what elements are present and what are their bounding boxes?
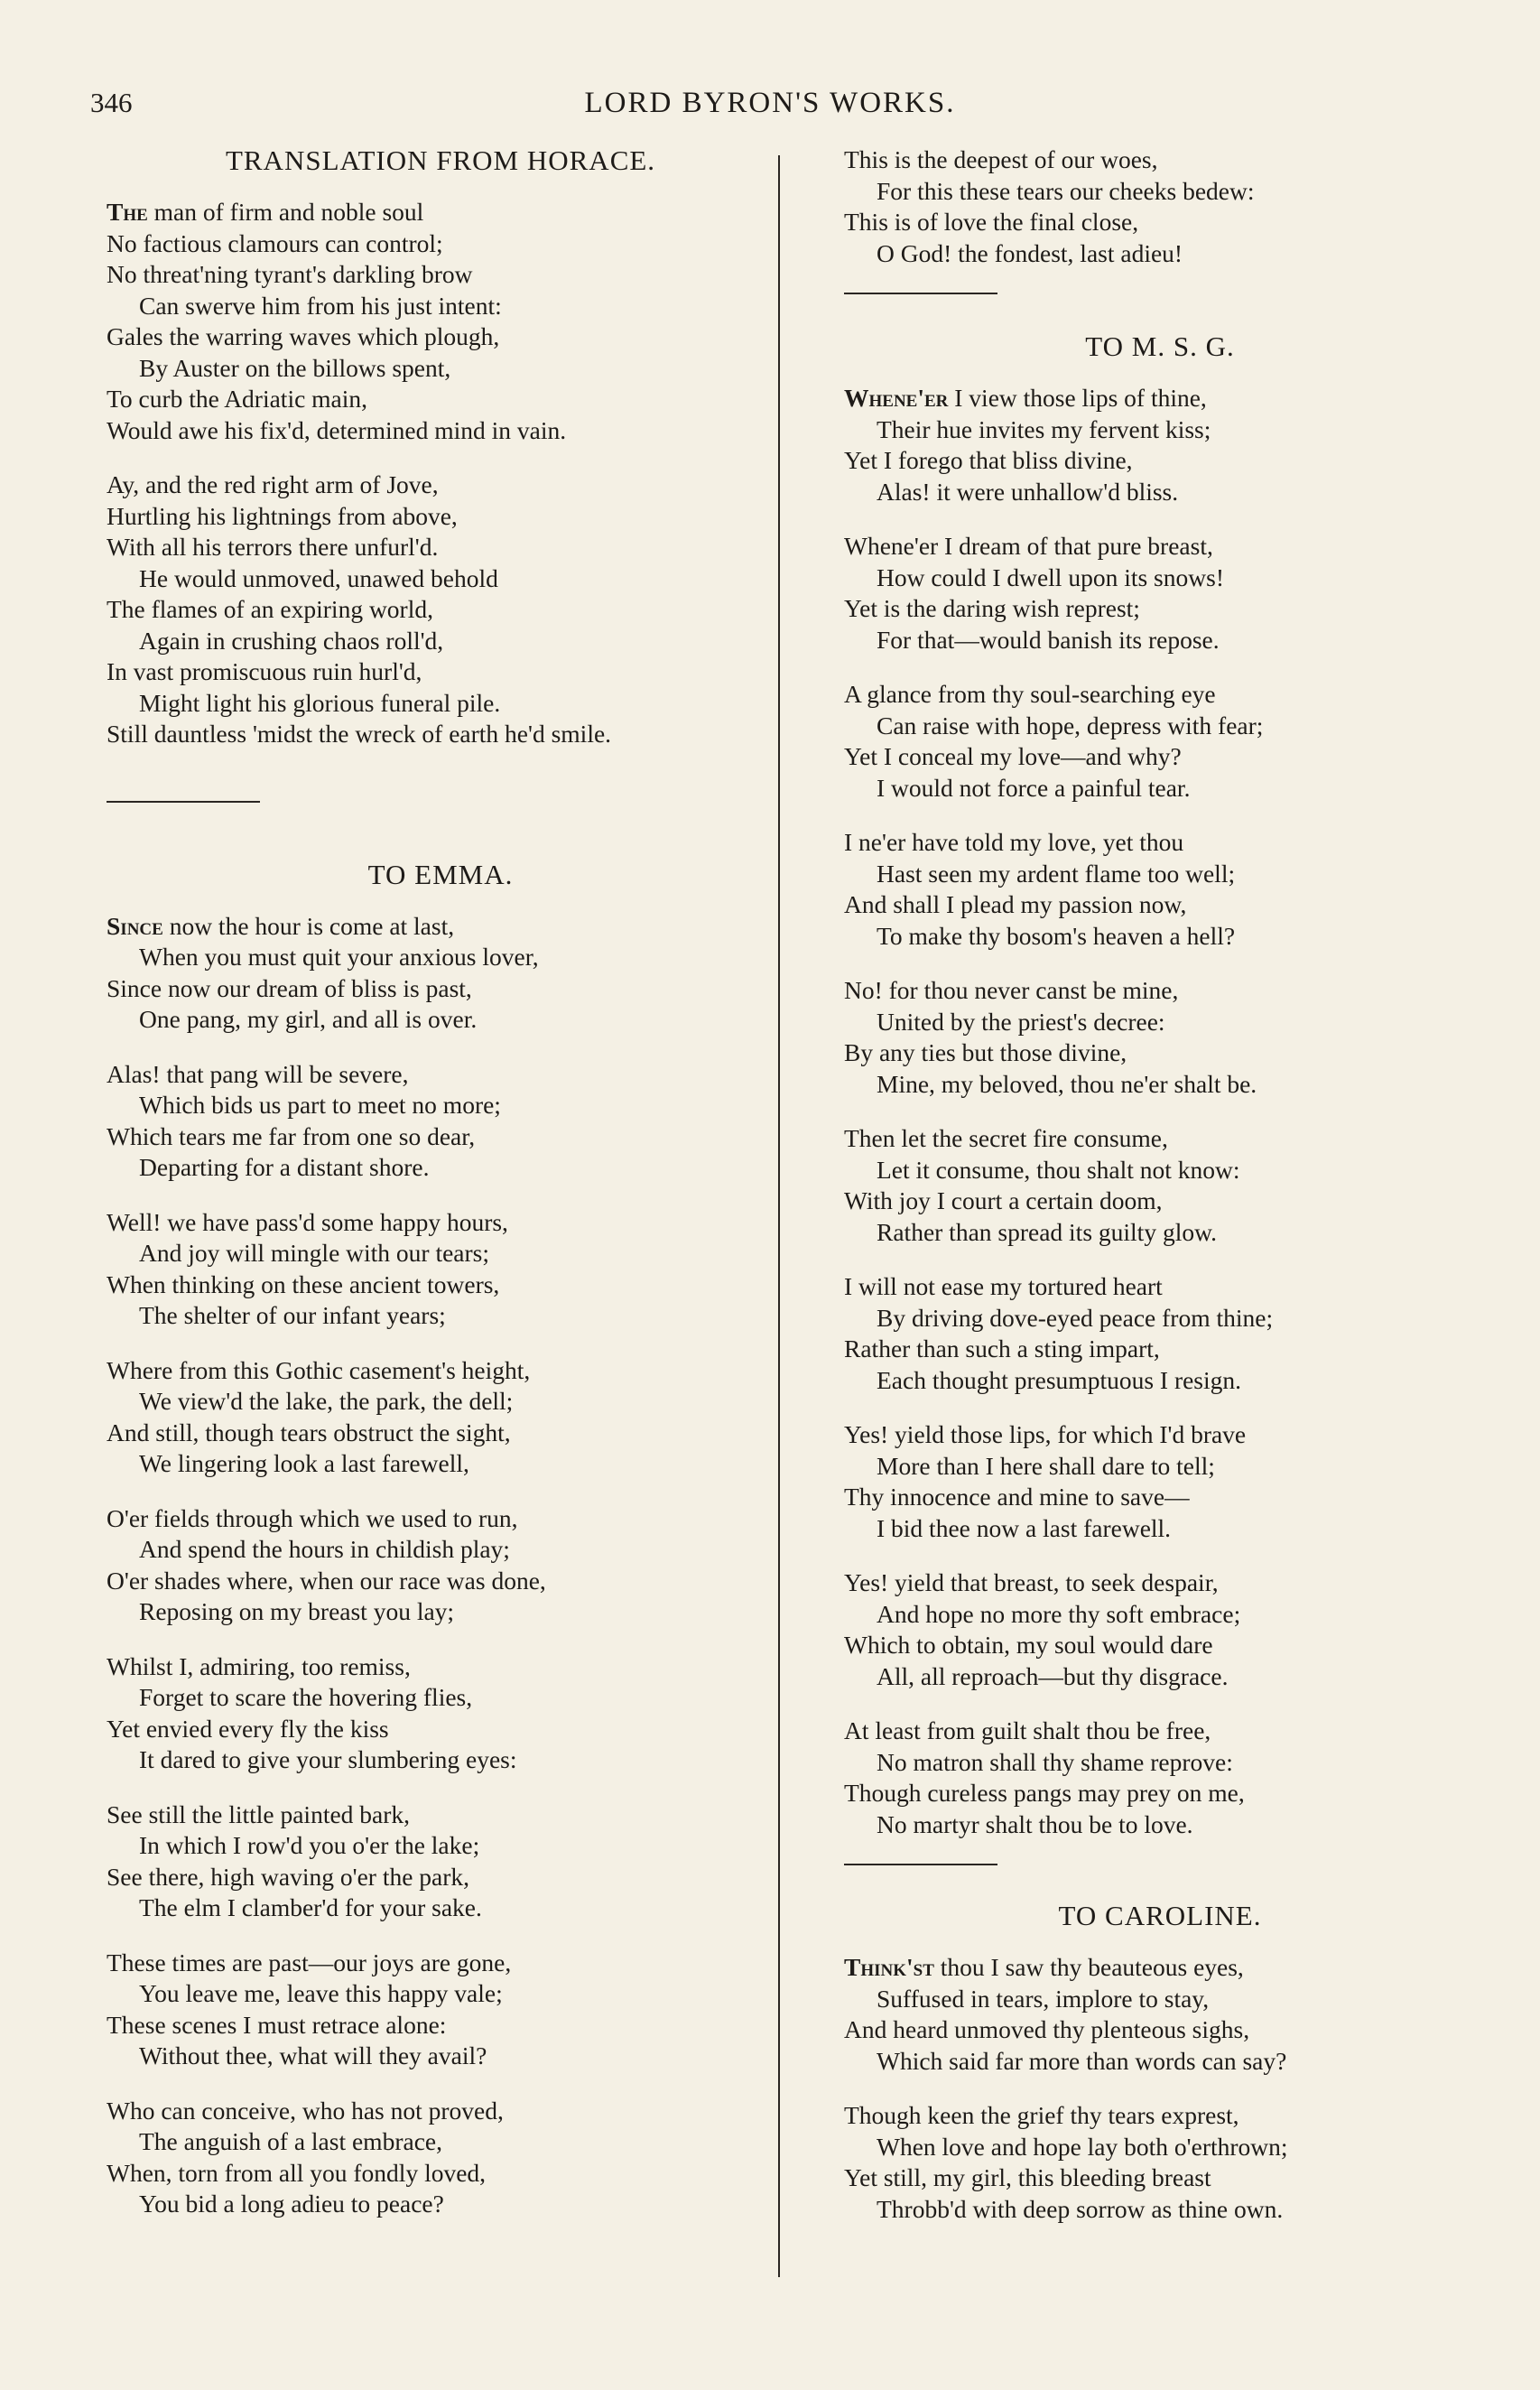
verse-line [844, 531, 1476, 563]
stanza [107, 911, 775, 1036]
verse-line [107, 1004, 775, 1036]
verse-line-text: By Auster on the billows spent, [139, 353, 451, 382]
verse-line [107, 321, 775, 353]
verse-line [844, 741, 1476, 773]
verse-line-text: How could I dwell upon its snows! [877, 563, 1224, 591]
verse-line [107, 415, 775, 447]
verse-line [844, 773, 1476, 804]
verse-line [107, 2096, 775, 2127]
verse-line-text: No matron shall thy shame reprove: [877, 1747, 1233, 1776]
poem-to-emma [107, 859, 775, 2220]
poem-title: TO CAROLINE. [1058, 1900, 1262, 1931]
stanza [844, 144, 1476, 269]
poem-to-m-s-g [844, 330, 1476, 1840]
verse-line [107, 1152, 775, 1184]
verse-line-text: Alas! it were unhallow'd bliss. [877, 477, 1179, 506]
stanza [844, 679, 1476, 804]
verse-line-text: Hast seen my ardent flame too well; [877, 859, 1236, 888]
verse-line [107, 942, 775, 973]
stanza [107, 2096, 775, 2220]
verse-line-text: When, torn from all you fondly loved, [107, 2158, 487, 2187]
verse-line-lead-word: Whene'er [844, 384, 949, 412]
verse-line [107, 1892, 775, 1924]
verse-line-text: No factious clamours can control; [107, 228, 443, 257]
verse-line-text: Mine, my beloved, thou ne'er shalt be. [877, 1069, 1257, 1098]
verse-line [844, 1007, 1476, 1038]
verse-line [844, 625, 1476, 656]
verse-line-text: Would awe his fix'd, determined mind in vain. [107, 415, 567, 444]
verse-line [107, 1830, 775, 1862]
stanza [107, 1948, 775, 2072]
verse-line-text: The elm I clamber'd for your sake. [139, 1893, 482, 1921]
verse-line-text: Yet is the daring wish represt; [844, 594, 1140, 622]
verse-line [107, 1300, 775, 1332]
verse-line-text: Then let the secret fire consume, [844, 1124, 1168, 1152]
verse-line [844, 975, 1476, 1007]
verse-line-text: I view those lips of thine, [948, 384, 1207, 412]
verse-line-text: See there, high waving o'er the park, [107, 1862, 470, 1891]
verse-line-text: Yet still, my girl, this bleeding breast [844, 2163, 1211, 2191]
verse-line [844, 1661, 1476, 1693]
verse-line-text: Which tears me far from one so dear, [107, 1121, 476, 1150]
verse-line-text: Who can conceive, who has not proved, [107, 2096, 504, 2125]
verse-line [844, 477, 1476, 508]
verse-line-text: O'er fields through which we used to run, [107, 1503, 518, 1532]
verse-line-text: No! for thou never canst be mine, [844, 976, 1179, 1004]
verse-line [107, 501, 775, 533]
poem-title: TO EMMA. [367, 858, 514, 890]
verse-line [107, 1355, 775, 1387]
verse-line-text: Well! we have pass'd some happy hours, [107, 1207, 508, 1236]
stanza [107, 197, 775, 446]
verse-line [844, 889, 1476, 921]
verse-line-text: Whilst I, admiring, too remiss, [107, 1651, 411, 1680]
verse-line [844, 921, 1476, 953]
verse-line-text: To curb the Adriatic main, [107, 385, 368, 413]
verse-line [844, 2132, 1476, 2163]
verse-line [844, 593, 1476, 625]
verse-line-text: I will not ease my tortured heart [844, 1272, 1163, 1300]
verse-line [844, 1186, 1476, 1217]
verse-line-text: The shelter of our infant years; [139, 1301, 446, 1329]
verse-line-lead-word: Since [107, 911, 163, 940]
verse-line [844, 827, 1476, 859]
verse-line [844, 1747, 1476, 1779]
verse-line [844, 2100, 1476, 2132]
verse-line-text: And hope no more thy soft embrace; [877, 1599, 1241, 1628]
verse-line [107, 197, 775, 228]
verse-line-text: And heard unmoved thy plenteous sighs, [844, 2015, 1250, 2043]
verse-line-text: O'er shades where, when our race was done, [107, 1566, 546, 1595]
verse-line-text: Alas! that pang will be severe, [107, 1059, 409, 1088]
verse-line-text: Which to obtain, my soul would dare [844, 1631, 1213, 1659]
verse-line-text: I ne'er have told my love, yet thou [844, 828, 1184, 856]
verse-line [844, 1778, 1476, 1809]
verse-line [107, 594, 775, 626]
verse-line-text: Though keen the grief thy tears exprest, [844, 2101, 1239, 2129]
stanza [107, 1355, 775, 1480]
verse-line [107, 1418, 775, 1449]
verse-line [844, 1451, 1476, 1483]
verse-line [107, 1386, 775, 1418]
verse-line-text: This is of love the final close, [844, 208, 1139, 236]
verse-line-text: And spend the hours in childish play; [139, 1535, 510, 1563]
verse-line [844, 1419, 1476, 1451]
verse-line-text: For that—would banish its repose. [877, 625, 1220, 654]
verse-line [844, 445, 1476, 477]
stanza [844, 2100, 1476, 2225]
verse-line [107, 1714, 775, 1745]
stanza [844, 827, 1476, 952]
verse-line [107, 719, 775, 750]
verse-line-text: See still the little painted bark, [107, 1799, 411, 1828]
verse-line [844, 207, 1476, 238]
verse-line [844, 1303, 1476, 1334]
verse-line-text: Suffused in tears, implore to stay, [877, 1984, 1210, 2013]
verse-line [844, 1037, 1476, 1069]
verse-line [107, 1862, 775, 1893]
verse-line [107, 228, 775, 260]
verse-line-text: The flames of an expiring world, [107, 595, 433, 623]
verse-line-text: We view'd the lake, the park, the dell; [139, 1387, 514, 1415]
verse-line-text: Again in crushing chaos roll'd, [139, 626, 444, 655]
verse-line-text: Yet I conceal my love—and why? [844, 742, 1182, 770]
verse-line-text: To make thy bosom's heaven a hell? [877, 921, 1236, 950]
poem-translation-from-horace [107, 144, 775, 750]
verse-line [107, 2010, 775, 2041]
verse-line-text: It dared to give your slumbering eyes: [139, 1745, 517, 1773]
verse-line [844, 2014, 1476, 2046]
verse-line [107, 1799, 775, 1831]
verse-line [107, 1682, 775, 1714]
verse-line-text: With joy I court a certain doom, [844, 1186, 1163, 1214]
verse-line-text: The anguish of a last embrace, [139, 2127, 442, 2155]
verse-line-text: Whene'er I dream of that pure breast, [844, 532, 1213, 560]
verse-line [107, 1534, 775, 1566]
verse-line [844, 1599, 1476, 1631]
verse-line-text: With all his terrors there unfurl'd. [107, 533, 439, 561]
stanza [107, 1503, 775, 1628]
verse-line-text: Might light his glorious funeral pile. [139, 688, 501, 717]
verse-line [844, 1217, 1476, 1249]
page-number: 346 [90, 87, 133, 118]
verse-line-text: Yes! yield those lips, for which I'd brave [844, 1420, 1247, 1448]
verse-line-text: I would not force a painful tear. [877, 773, 1191, 802]
verse-line [844, 1334, 1476, 1365]
section-rule [107, 801, 260, 803]
stanza [844, 1952, 1476, 2077]
verse-line-text: In vast promiscuous ruin hurl'd, [107, 657, 422, 685]
verse-line [107, 353, 775, 385]
verse-line [107, 291, 775, 322]
stanza [844, 1716, 1476, 1840]
verse-line-text: No martyr shalt thou be to love. [877, 1809, 1193, 1838]
verse-line-text: And still, though tears obstruct the sight, [107, 1418, 511, 1446]
verse-line [107, 1503, 775, 1535]
poem-to-emma-continued [844, 144, 1476, 269]
verse-line-text: When love and hope lay both o'erthrown; [877, 2132, 1288, 2161]
verse-line [107, 384, 775, 415]
verse-line-text: Though cureless pangs may prey on me, [844, 1779, 1245, 1807]
verse-line [107, 563, 775, 595]
verse-line [844, 414, 1476, 446]
verse-line [107, 911, 775, 943]
verse-line [107, 259, 775, 291]
verse-line-lead-word: Think'st [844, 1953, 934, 1981]
stanza [107, 470, 775, 750]
verse-line [107, 1744, 775, 1776]
verse-line [844, 2162, 1476, 2194]
verse-line [844, 1809, 1476, 1841]
verse-line [844, 1567, 1476, 1599]
verse-line-text: We lingering look a last farewell, [139, 1449, 469, 1477]
stanza [107, 1799, 775, 1924]
verse-line [107, 1059, 775, 1091]
verse-line-text: For this these tears our cheeks bedew: [877, 176, 1255, 205]
verse-line [844, 711, 1476, 742]
section-rule [844, 1864, 997, 1865]
verse-line [844, 1271, 1476, 1303]
verse-line [107, 1090, 775, 1121]
verse-line [844, 176, 1476, 208]
verse-line-text: And joy will mingle with our tears; [139, 1239, 490, 1267]
verse-line [107, 2041, 775, 2072]
verse-line-text: now the hour is come at last, [162, 911, 455, 940]
verse-line [844, 1365, 1476, 1397]
verse-line [107, 626, 775, 657]
verse-line-text: When you must quit your anxious lover, [139, 943, 539, 971]
stanza [844, 383, 1476, 507]
verse-line-text: These times are past—our joys are gone, [107, 1948, 512, 1976]
verse-line [844, 1513, 1476, 1545]
verse-line-text: Rather than such a sting impart, [844, 1334, 1160, 1362]
verse-line [844, 2046, 1476, 2078]
verse-line [107, 973, 775, 1005]
verse-line [107, 2126, 775, 2158]
verse-line [107, 2158, 775, 2190]
verse-line-text: Forget to scare the hovering flies, [139, 1683, 473, 1711]
verse-line-text: Thy innocence and mine to save— [844, 1483, 1190, 1511]
right-column [844, 144, 1476, 2248]
verse-line [844, 1482, 1476, 1513]
verse-line [107, 1978, 775, 2010]
verse-line-text: thou I saw thy beauteous eyes, [933, 1953, 1244, 1981]
verse-line-text: United by the priest's decree: [877, 1007, 1165, 1036]
verse-line [107, 1948, 775, 1979]
verse-line [107, 1207, 775, 1239]
verse-line [844, 383, 1476, 414]
verse-line [844, 1952, 1476, 1984]
poem-title: TO M. S. G. [1085, 330, 1235, 362]
verse-line-text: Still dauntless 'midst the wreck of earth he'd smile. [107, 720, 612, 748]
stanza [844, 1123, 1476, 1248]
verse-line [107, 688, 775, 720]
stanza [844, 531, 1476, 656]
stanza [107, 1207, 775, 1332]
verse-line-text: Departing for a distant shore. [139, 1153, 430, 1181]
verse-line-text: When thinking on these ancient towers, [107, 1269, 500, 1298]
verse-line-text: One pang, my girl, and all is over. [139, 1005, 478, 1033]
verse-line-text: Can swerve him from his just intent: [139, 291, 502, 320]
verse-line [844, 1155, 1476, 1186]
verse-line [107, 656, 775, 688]
verse-line-text: More than I here shall dare to tell; [877, 1451, 1215, 1480]
verse-line-text: You leave me, leave this happy vale; [139, 1979, 503, 2007]
verse-line [844, 563, 1476, 594]
verse-line-text: And shall I plead my passion now, [844, 890, 1187, 918]
verse-line-text: Gales the warring waves which plough, [107, 322, 500, 350]
stanza [844, 1567, 1476, 1692]
verse-line-text: These scenes I must retrace alone: [107, 2010, 447, 2039]
verse-line [107, 532, 775, 563]
verse-line [107, 1238, 775, 1269]
stanza [107, 1059, 775, 1184]
verse-line [107, 2189, 775, 2220]
left-column [107, 144, 775, 2244]
verse-line [107, 1448, 775, 1480]
verse-line [107, 1269, 775, 1301]
verse-line-text: By any ties but those divine, [844, 1038, 1127, 1066]
verse-line-text: No threat'ning tyrant's darkling brow [107, 260, 473, 288]
verse-line-text: A glance from thy soul-searching eye [844, 680, 1216, 708]
verse-line [844, 1716, 1476, 1747]
verse-line-text: Where from this Gothic casement's height, [107, 1355, 531, 1384]
verse-line [107, 1566, 775, 1597]
verse-line-text: Throbb'd with deep sorrow as thine own. [877, 2194, 1284, 2223]
verse-line-text: Hurtling his lightnings from above, [107, 501, 458, 530]
verse-line [107, 1651, 775, 1683]
verse-line [844, 1123, 1476, 1155]
verse-line-text: O God! the fondest, last adieu! [877, 238, 1183, 267]
verse-line-lead-word: The [107, 198, 148, 226]
verse-line [107, 1121, 775, 1153]
verse-line-text: He would unmoved, unawed behold [139, 563, 498, 592]
verse-line-text: You bid a long adieu to peace? [139, 2190, 444, 2218]
verse-line-text: At least from guilt shalt thou be free, [844, 1716, 1211, 1744]
verse-line-text: Reposing on my breast you lay; [139, 1597, 455, 1625]
verse-line-text: Let it consume, thou shalt not know: [877, 1155, 1240, 1184]
verse-line [844, 859, 1476, 890]
verse-line-text: Yes! yield that breast, to seek despair, [844, 1568, 1219, 1596]
verse-line-text: All, all reproach—but thy disgrace. [877, 1661, 1229, 1690]
verse-line-text: man of firm and noble soul [147, 198, 424, 226]
verse-line [844, 1984, 1476, 2015]
poem-title: TRANSLATION FROM HORACE. [225, 144, 656, 176]
verse-line-text: Without thee, what will they avail? [139, 2041, 487, 2069]
verse-line [844, 2194, 1476, 2226]
stanza [844, 1419, 1476, 1544]
verse-line-text: By driving dove-eyed peace from thine; [877, 1303, 1274, 1332]
verse-line-text: Yet I forego that bliss divine, [844, 446, 1133, 474]
verse-line [844, 679, 1476, 711]
verse-line [107, 1596, 775, 1628]
verse-line-text: Which bids us part to meet no more; [139, 1091, 501, 1119]
verse-line [844, 1630, 1476, 1661]
verse-line-text: This is the deepest of our woes, [844, 145, 1158, 173]
page-header [0, 87, 1540, 132]
verse-line-text: I bid thee now a last farewell. [877, 1513, 1172, 1542]
verse-line-text: Their hue invites my fervent kiss; [877, 414, 1211, 443]
verse-line-text: In which I row'd you o'er the lake; [139, 1831, 480, 1859]
verse-line [107, 470, 775, 501]
stanza [844, 975, 1476, 1100]
verse-line-text: Yet envied every fly the kiss [107, 1714, 389, 1743]
stanza [844, 1271, 1476, 1396]
stanza [107, 1651, 775, 1776]
verse-line [844, 144, 1476, 176]
verse-line-text: Rather than spread its guilty glow. [877, 1217, 1218, 1246]
running-title: LORD BYRON'S WORKS. [584, 87, 956, 119]
verse-line [844, 238, 1476, 270]
verse-line-text: Ay, and the red right arm of Jove, [107, 470, 439, 498]
verse-line [844, 1069, 1476, 1101]
verse-line-text: Can raise with hope, depress with fear; [877, 711, 1264, 739]
verse-line-text: Since now our dream of bliss is past, [107, 973, 472, 1002]
verse-line-text: Which said far more than words can say? [877, 2046, 1287, 2075]
column-divider [778, 155, 780, 2277]
verse-line-text: Each thought presumptuous I resign. [877, 1365, 1242, 1394]
poem-to-caroline [844, 1900, 1476, 2225]
section-rule [844, 293, 997, 294]
